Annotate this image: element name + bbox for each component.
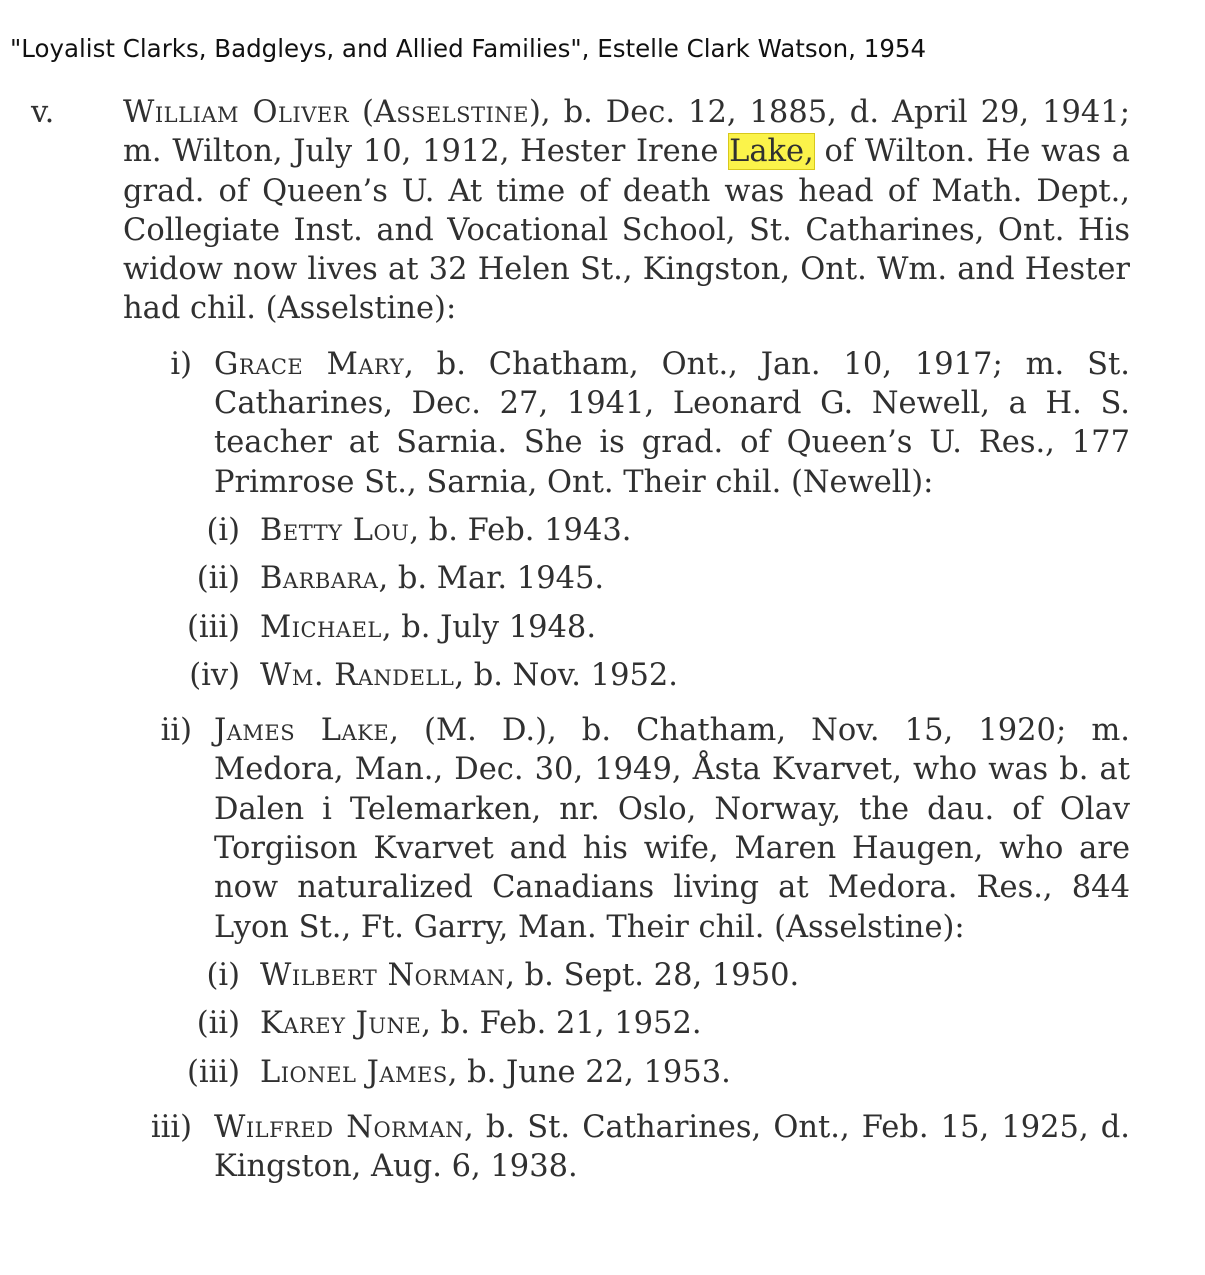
- source-caption: "Loyalist Clarks, Badgleys, and Allied Families", Estelle Clark Watson, 1954: [10, 34, 927, 63]
- grandchild-entry: [189, 656, 1130, 695]
- entry-text: , b. June 22, 1953.: [447, 1054, 731, 1090]
- entry-number: (ii): [196, 1006, 240, 1042]
- entry-text: , b. St. Catharines, Ont., Feb. 15, 1925, d. Kingston, Aug. 6, 1938.: [214, 1109, 1130, 1185]
- highlighted-text: Lake,: [729, 134, 814, 170]
- person-name: Michael: [260, 609, 382, 645]
- entry-number: i): [170, 346, 192, 382]
- person-name: Wilbert Norman: [260, 957, 506, 993]
- entry-text: , b. Feb. 21, 1952.: [421, 1006, 702, 1042]
- entry-text: ), b. Dec. 12, 1885, d. April 29, 1941; m. Wilton, July 10, 1912, Hester Irene: [123, 95, 1130, 170]
- grandchild-entry: [206, 956, 1130, 995]
- grandchild-entry: [186, 1053, 1130, 1092]
- grandchild-entry: [186, 608, 1130, 647]
- grandchild-entry: [196, 559, 1130, 598]
- person-name: Grace Mary: [214, 346, 405, 382]
- entry-number: iii): [150, 1109, 192, 1145]
- person-name: James Lake: [214, 713, 390, 749]
- entry-number: (i): [206, 512, 240, 548]
- entry-text: , b. July 1948.: [381, 609, 597, 645]
- person-name: Wm. Randell: [260, 657, 455, 693]
- entry-number: ii): [160, 713, 192, 749]
- person-name: Barbara: [260, 561, 379, 597]
- entry-text: , b. Chatham, Ont., Jan. 10, 1917; m. St. Catharines, Dec. 27, 1941, Leonard G. Newell, a H. S. teacher at Sarnia. She is grad. of Queen’s U. Res., 177 Primrose St., Sarnia, Ont. Their chil. (Newell):: [214, 346, 1131, 500]
- entry-number: (iii): [186, 609, 240, 645]
- person-name: Lionel James: [260, 1054, 448, 1090]
- entry-text: , b. Sept. 28, 1950.: [505, 957, 800, 993]
- entry-number: (iv): [189, 657, 240, 693]
- children-list: [0, 345, 1205, 1187]
- entry-text: , b. Nov. 1952.: [454, 657, 678, 693]
- entry-text: (: [349, 95, 374, 130]
- entry-text: of Wilton. He was a grad. of Queen’s U. At time of death was head of Math. Dept., Collegiate Inst. and Vocational School, St. Catharines, Ont. His widow now lives at 32 Helen St., Kingston, Ont. Wm. and Hester had chil. (Asselstine):: [123, 134, 1130, 327]
- entry-text: , (M. D.), b. Chatham, Nov. 15, 1920; m. Medora, Man., Dec. 30, 1949, Åsta Kvarvet, who was b. at Dalen i Telemarken, nr. Oslo, Norway, the dau. of Olav Torgiison Kvarvet and his wife, Maren Haugen, who are now naturalized Canadians living at Medora. Res., 844 Lyon St., Ft. Garry, Man. Their chil. (Asselstine):: [214, 713, 1130, 945]
- grandchild-entry: [206, 511, 1130, 550]
- entry-text: , b. Mar. 1945.: [378, 561, 605, 597]
- entry-number: (ii): [196, 561, 240, 597]
- child-entry: [160, 711, 1130, 947]
- child-entry: [150, 1108, 1130, 1187]
- person-name: Betty Lou: [260, 512, 410, 548]
- person-name: Wilfred Norman: [214, 1109, 465, 1145]
- entry-number: (i): [206, 957, 240, 993]
- main-entry: [31, 93, 1130, 329]
- surname: Asselstine: [373, 95, 530, 130]
- grandchild-entry: [196, 1004, 1130, 1043]
- entry-text: , b. Feb. 1943.: [409, 512, 632, 548]
- child-entry: [170, 345, 1131, 502]
- entry-number: v.: [31, 95, 55, 130]
- genealogy-page: [0, 93, 1205, 1186]
- person-name: William Oliver: [123, 95, 350, 130]
- person-name: Karey June: [260, 1006, 422, 1042]
- entry-number: (iii): [186, 1054, 240, 1090]
